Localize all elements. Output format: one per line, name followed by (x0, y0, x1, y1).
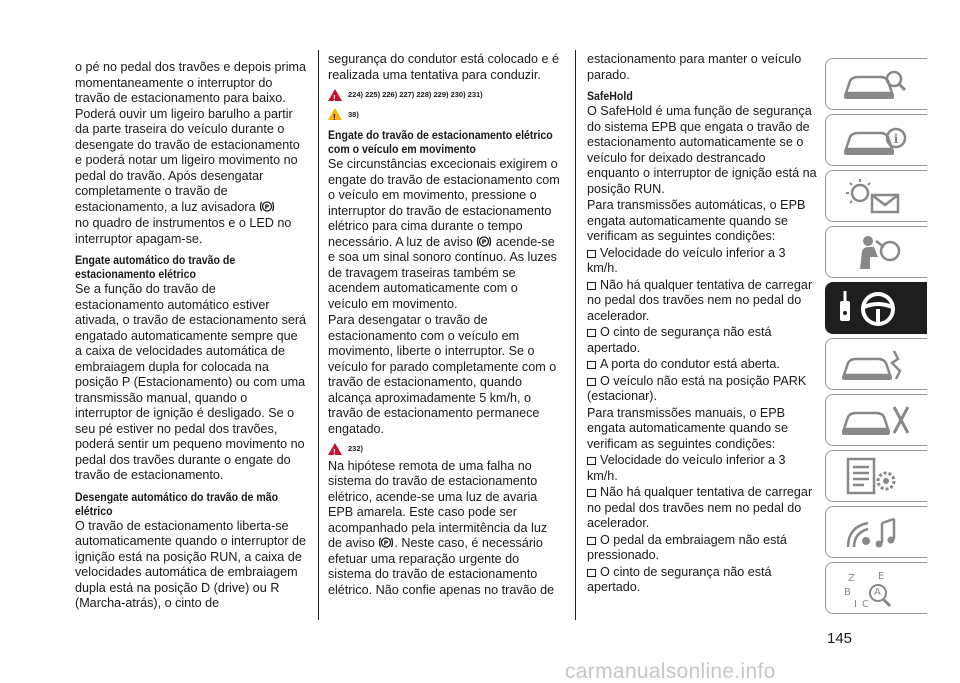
paragraph: segurança do condutor está colocado e é realizada uma tentativa para conduzir. (328, 52, 560, 82)
list-item-text: O pedal da embraiagem não está pressionado. (587, 532, 787, 562)
paragraph: estacionamento para manter o veículo parado. (587, 52, 802, 82)
svg-text:i: i (893, 132, 899, 146)
paragraph: Se a função do travão de estacionamento automático estiver ativada, o travão de estacionamento será engatado automaticamente sempre que a caixa de velocidades automática de embraiagem dupla for colocada na posição P (Estacionamento) ou com uma transmissão manual, quando o interruptor de ignição é desligado. Se o seu pé estiver no pedal dos travões, poderá sentir um pequeno movimento no pedal dos travões durante o engate do travão de estacionamento. (75, 282, 307, 482)
svg-text:I: I (854, 599, 857, 609)
list-item (587, 325, 819, 356)
paragraph: no quadro de instrumentos e o LED no interruptor apagam-se. (75, 216, 292, 246)
bullet-icon (587, 282, 596, 290)
airbag-person-icon (838, 233, 918, 273)
warning-refs (328, 441, 560, 457)
warning-lights-icon (838, 177, 918, 217)
tab-steering-key[interactable] (825, 282, 927, 334)
bullet-icon (587, 378, 596, 386)
condition-list-automatic (587, 246, 819, 405)
danger-triangle-icon (328, 443, 342, 455)
paragraph: O travão de estacionamento liberta-se automaticamente quando o interruptor de ignição está na posição RUN, a caixa de velocidades automática de embraiagem dupla está na posição D (drive) ou R (Marcha-atrás), o cinto de (75, 518, 307, 610)
bullet-icon (587, 250, 596, 258)
list-item-text: O cinto de segurança não está apertado. (587, 564, 772, 594)
tab-spec-sheet[interactable] (825, 450, 927, 502)
tab-car-info[interactable] (825, 114, 927, 166)
tab-airbag[interactable] (825, 226, 927, 278)
column-divider (318, 50, 319, 620)
paragraph: Para transmissões automáticas, o EPB engata automaticamente quando se verificam as seguintes condições: (587, 198, 806, 243)
section-heading: Engate do travão de estacionamento elétrico com o veículo em movimento (328, 128, 553, 156)
tab-car-crash[interactable] (825, 338, 927, 390)
warning-refs (328, 87, 560, 103)
warning-ref-text: 224) 225) 226) 227) 228) 229) 230) 231) (348, 90, 483, 99)
paragraph (75, 60, 307, 215)
list-item (587, 246, 819, 277)
media-music-icon (838, 513, 918, 553)
tab-index[interactable] (825, 562, 927, 614)
paragraph: O SafeHold é uma função de segurança do sistema EPB que engata o travão de estacionamento automaticamente se o veículo for deixado destrancado enquanto o interruptor de ignição está na posição RUN. (587, 104, 817, 196)
bullet-icon (587, 329, 596, 337)
spec-sheet-icon (838, 457, 918, 497)
column-divider (575, 50, 576, 620)
list-item-text: Velocidade do veículo inferior a 3 km/h. (587, 245, 786, 275)
list-item-text: Velocidade do veículo inferior a 3 km/h. (587, 453, 786, 483)
caution-refs (328, 107, 560, 123)
caution-triangle-icon (328, 108, 342, 120)
svg-text:E: E (878, 571, 885, 582)
list-item (587, 485, 819, 532)
bullet-icon (587, 489, 596, 497)
car-tools-icon (838, 401, 918, 441)
chapter-tabs (825, 58, 927, 618)
watermark: carmanualsonline.info (565, 660, 776, 683)
svg-text:A: A (874, 587, 881, 598)
section-heading: SafeHold (587, 89, 633, 103)
list-item-text: Não há qualquer tentativa de carregar no pedal dos travões nem no pedal do acelerador. (587, 277, 813, 323)
list-item-text: A porta do condutor está aberta. (600, 357, 780, 371)
list-item (587, 357, 819, 373)
list-item (587, 278, 819, 325)
list-item (587, 533, 819, 564)
brake-warning-icon (259, 200, 275, 213)
svg-text:P: P (384, 540, 389, 547)
svg-text:P: P (264, 203, 270, 211)
svg-text:C: C (862, 599, 869, 609)
tab-car-tools[interactable] (825, 394, 927, 446)
section-heading: Desengate automático do travão de mão elétrico (75, 489, 279, 518)
paragraph: Para transmissões manuais, o EPB engata automaticamente quando se verificam as seguintes condições: (587, 405, 788, 451)
list-item (587, 565, 819, 596)
paragraph-text: acende-se e soa um sinal sonoro contínuo. As luzes de travagem traseiras também se acendem automaticamente com o veículo em movimento. (328, 234, 557, 311)
brake-warning-icon (378, 536, 394, 549)
index-abc-icon (838, 569, 918, 609)
car-search-icon (838, 65, 918, 105)
column-1 (75, 60, 307, 613)
bullet-icon (587, 537, 596, 545)
paragraph-text: Se circunstâncias excecionais exigirem o engate do travão de estacionamento com o veículo em movimento, pressione o interruptor do travão de estacionamento elétrico para cima durante o tempo necessário. A luz de aviso (328, 157, 560, 249)
column-3 (587, 52, 819, 597)
page-number: 145 (827, 630, 853, 647)
paragraph-text: . Neste caso, é necessário efetuar uma reparação urgente do sistema do travão de estacionamento elétrico. Não confie apenas no travão de (328, 536, 555, 597)
list-item-text: Não há qualquer tentativa de carregar no pedal dos travões nem no pedal do acelerador. (587, 485, 813, 530)
column-2 (328, 52, 560, 599)
paragraph-text: Na hipótese remota de uma falha no sistema do travão de estacionamento elétrico, acende-se uma luz de avaria EPB amarela. Este caso pode ser acompanhado pela intermitência da luz de aviso (328, 458, 548, 550)
list-item-text: O cinto de segurança não está apertado. (587, 325, 772, 355)
paragraph (328, 459, 560, 599)
bullet-icon (587, 457, 596, 465)
section-heading: Engate automático do travão de estacionamento elétrico (75, 253, 236, 281)
list-item-text: O veículo não está na posição PARK (estacionar). (587, 373, 807, 403)
tab-media[interactable] (825, 506, 927, 558)
car-crash-icon (838, 345, 918, 385)
svg-text:B: B (844, 587, 851, 598)
tab-car-search[interactable] (825, 58, 927, 110)
paragraph: Para desengatar o travão de estacionamento com o veículo em movimento, liberte o interruptor. Se o veículo for parado completamente com o travão de estacionamento, quando alcança aproximadamente 5 km/h, o travão de estacionamento permanece engatado. (328, 313, 557, 436)
condition-list-manual (587, 453, 819, 596)
bullet-icon (587, 361, 596, 369)
danger-triangle-icon (328, 89, 342, 101)
list-item (587, 374, 819, 405)
svg-text:Z: Z (848, 573, 855, 584)
bullet-icon (587, 569, 596, 577)
warning-ref-text: 232) (348, 444, 364, 453)
steering-key-icon (838, 289, 918, 329)
svg-text:P: P (482, 238, 487, 246)
paragraph-text: o pé no pedal dos travões e depois prima momentaneamente o interruptor do travão de estacionamento para baixo. Poderá ouvir um ligeiro barulho a partir da parte traseira do veículo durante o desengate do travão de estacionamento e poderá notar um ligeiro movimento no pedal do travão. Após desengatar completamente o travão de estacionamento, a luz avisadora (75, 60, 307, 214)
caution-ref-text: 38) (348, 109, 359, 119)
paragraph (328, 157, 560, 312)
car-info-icon (838, 121, 918, 161)
brake-warning-icon (476, 235, 492, 248)
tab-warning-lights[interactable] (825, 170, 927, 222)
list-item (587, 453, 819, 484)
